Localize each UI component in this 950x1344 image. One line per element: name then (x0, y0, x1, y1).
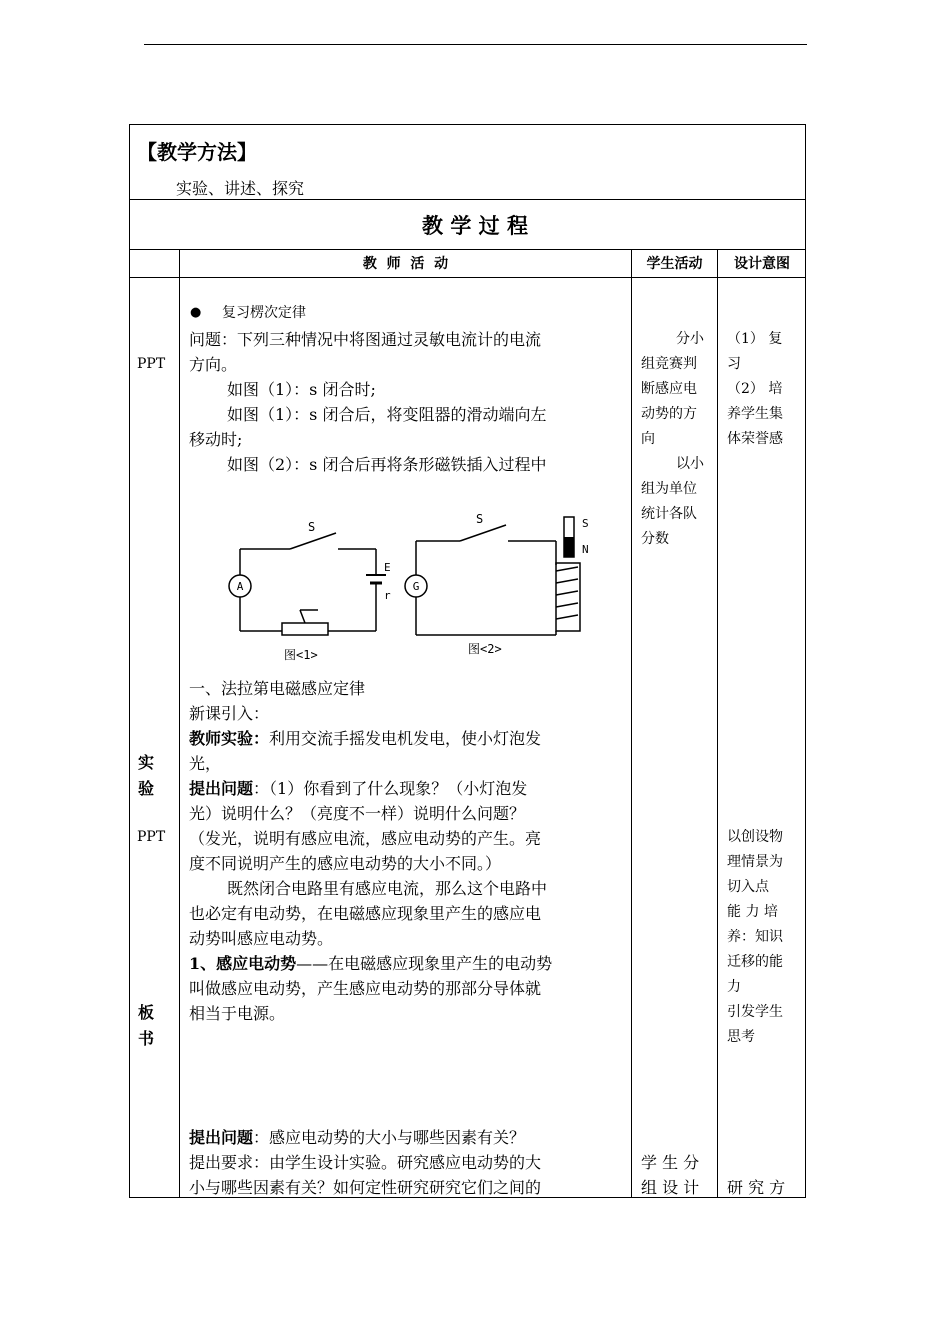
design-text-13: 引发学生 (727, 1004, 783, 1020)
student-text-3: 断感应电 (641, 381, 697, 397)
row-divider-title (129, 249, 806, 250)
ask2-text: ：感应电动势的大小与哪些因素有关？ (253, 1128, 526, 1147)
magnet-north-label: N (582, 543, 589, 556)
paragraph-line-3: 动势叫感应电动势。 (189, 929, 334, 948)
emf-label: E (384, 561, 391, 574)
case-1: 如图（1）：s 闭合时; (227, 380, 376, 399)
column-header-design: 设计意图 (734, 256, 790, 272)
student-text-11: 组 设 计 (641, 1178, 700, 1197)
ask-line-1 (189, 776, 527, 801)
requirement-line-1: 提出要求：由学生设计实验。研究感应电动势的大 (189, 1153, 542, 1172)
design-text-7: 理情景为 (727, 854, 783, 870)
design-text-11: 迁移的能 (727, 954, 783, 970)
design-text-1: （1） 复 (727, 331, 783, 347)
student-text-4: 动势的方 (641, 406, 697, 422)
definition-line-1 (189, 951, 552, 976)
switch-label-2: S (476, 512, 484, 526)
column-header-student: 学生活动 (646, 256, 703, 272)
student-text-5: 向 (641, 431, 655, 447)
student-text-9: 分数 (641, 531, 669, 547)
experiment-text-1: 利用交流手摇发电机发电，使小灯泡发 (269, 729, 542, 748)
definition-text-1: ——在电磁感应现象里产生的电动势 (296, 954, 553, 973)
col-divider-student (631, 249, 632, 1198)
galvanometer-label: G (412, 580, 420, 593)
student-text-1: 分小 (676, 331, 704, 347)
paragraph-line-1: 既然闭合电路里有感应电流，那么这个电路中 (227, 879, 548, 898)
label-board-1: 板 (138, 1003, 155, 1022)
design-text-15: 研 究 方 (727, 1178, 786, 1197)
design-text-2: 习 (727, 356, 741, 372)
definition-line-3: 相当于电源。 (189, 1004, 286, 1023)
design-text-12: 力 (727, 979, 741, 995)
question-line-2: 方向。 (189, 355, 238, 374)
case-2-line-1: 如图（1）：s 闭合后，将变阻器的滑动端向左 (227, 405, 547, 424)
design-text-5: 体荣誉感 (727, 431, 783, 447)
ammeter-label: A (236, 580, 244, 593)
ask-line-3: （发光，说明有感应电流，感应电动势的产生。亮 (189, 829, 542, 848)
method-heading: 【教学方法】 (137, 140, 257, 164)
ask-line-2: 光）说明什么？（亮度不一样）说明什么问题？ (189, 804, 526, 823)
ask-line-4: 度不同说明产生的感应电动势的大小不同。） (189, 854, 502, 873)
student-text-10: 学 生 分 (641, 1153, 700, 1172)
ask2-line (189, 1125, 525, 1150)
resistance-label: r (384, 589, 391, 602)
ask2-label: 提出问题 (189, 1128, 254, 1147)
circuit-diagram (210, 505, 610, 675)
label-board-2: 书 (138, 1029, 155, 1048)
definition-label: 1、感应电动势 (189, 954, 297, 973)
definition-line-2: 叫做感应电动势，产生感应电动势的那部分导体就 (189, 979, 542, 998)
student-text-8: 统计各队 (641, 506, 697, 522)
design-text-9: 能 力 培 (727, 904, 778, 920)
requirement-line-2: 小与哪些因素有关？如何定性研究研究它们之间的 (189, 1178, 542, 1197)
design-text-10: 养：知识 (727, 929, 783, 945)
teacher-experiment-line-1 (189, 726, 541, 751)
case-2-line-2: 移动时; (189, 430, 243, 449)
row-divider-header (129, 277, 806, 278)
intro-label: 新课引入： (189, 704, 270, 723)
student-text-2: 组竞赛判 (641, 356, 697, 372)
paragraph-line-2: 也必定有电动势，在电磁感应现象里产生的感应电 (189, 904, 542, 923)
student-text-7: 组为单位 (641, 481, 697, 497)
student-text-6: 以小 (676, 456, 704, 472)
design-text-4: 养学生集 (727, 406, 783, 422)
header-rule (144, 44, 807, 45)
design-text-6: 以创设物 (727, 829, 783, 845)
figure-1-caption: 图<1> (284, 648, 318, 662)
review-heading: 复习楞次定律 (222, 305, 306, 321)
question-line-1: 问题：下列三种情况中将图通过灵敏电流计的电流 (189, 330, 542, 349)
col-divider-left (179, 249, 180, 1198)
figure-2-caption: 图<2> (468, 642, 502, 656)
teacher-experiment-line-2: 光， (189, 754, 222, 773)
magnet-south-label: S (582, 517, 589, 530)
design-text-3: （2） 培 (727, 381, 783, 397)
case-3: 如图（2）：s 闭合后再将条形磁铁插入过程中 (227, 455, 547, 474)
label-experiment-1: 实 (138, 753, 155, 772)
method-content: 实验、讲述、探究 (176, 179, 305, 198)
ask-label: 提出问题 (189, 779, 254, 798)
experiment-label: 教师实验： (189, 729, 270, 748)
label-experiment-2: 验 (138, 779, 155, 798)
design-text-14: 思考 (727, 1029, 755, 1045)
process-title: 教 学 过 程 (422, 213, 528, 238)
design-text-8: 切入点 (727, 879, 769, 895)
label-ppt-1: PPT (137, 356, 166, 372)
ask-text-1: ：（1）你看到了什么现象？（小灯泡发 (253, 779, 528, 798)
label-ppt-2: PPT (137, 829, 166, 845)
section-1-heading: 一、法拉第电磁感应定律 (189, 679, 366, 698)
col-divider-design (717, 249, 718, 1198)
review-bullet: ● (190, 305, 202, 320)
column-header-teacher: 教 师 活 动 (362, 256, 449, 272)
switch-label-1: S (308, 520, 316, 534)
